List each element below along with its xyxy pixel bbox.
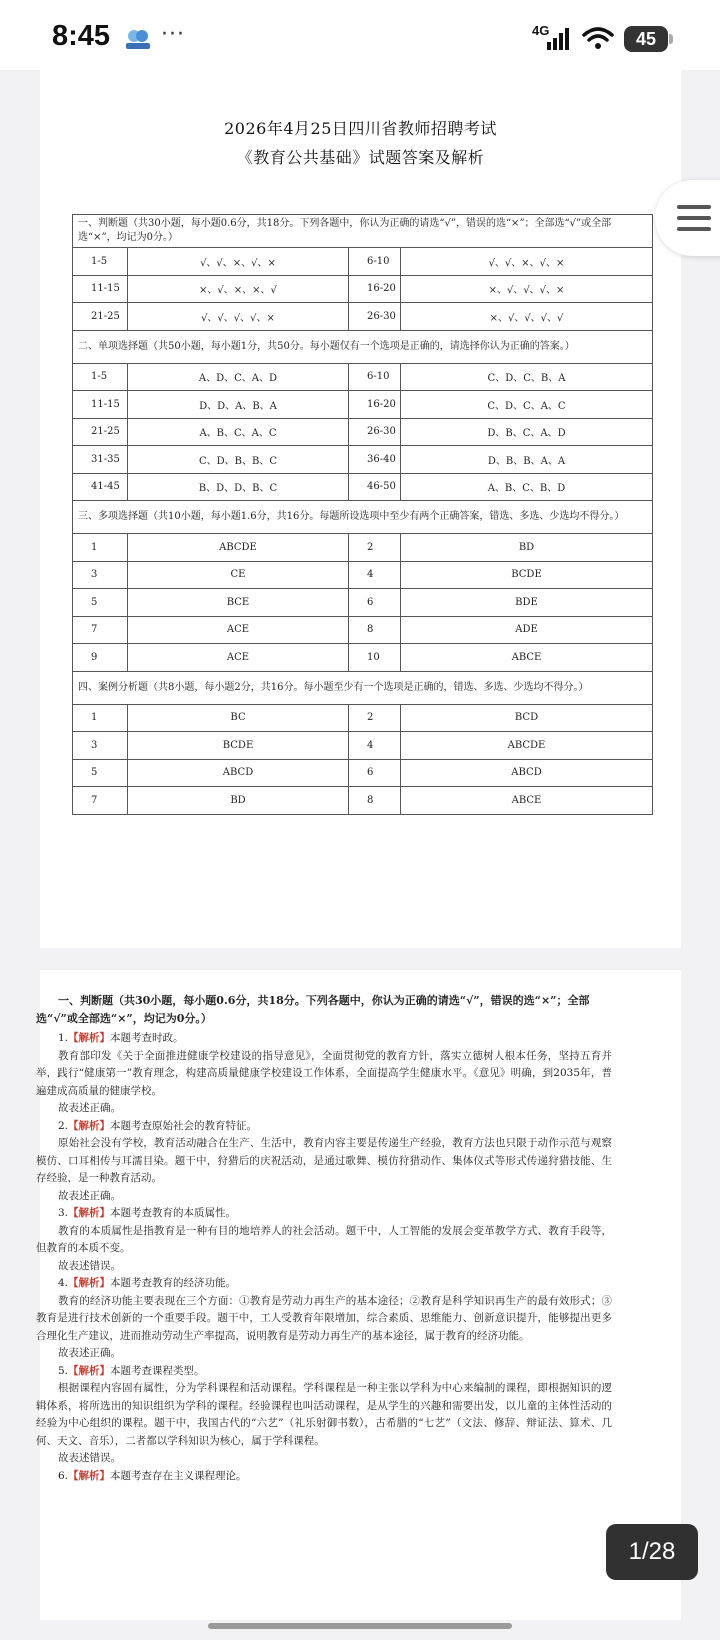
answer-cell: √、√、×、√、× (401, 248, 653, 276)
question-range-cell: 6-10 (349, 363, 401, 391)
question-range-cell: 11-15 (73, 391, 128, 419)
jiexi-tag: 【解析】 (68, 1119, 111, 1132)
answer-cell: C、D、B、B、C (128, 446, 349, 474)
question-range-cell: 3 (73, 732, 128, 760)
table-row (73, 303, 653, 331)
explanation-topic: 本题考查教育的本质属性。 (110, 1207, 237, 1219)
question-range-cell: 4 (349, 561, 401, 589)
answer-cell: D、B、C、A、D (401, 418, 653, 446)
question-range-cell: 11-15 (73, 275, 128, 303)
question-range-cell: 10 (349, 644, 401, 672)
answer-cell: ABCD (401, 759, 653, 787)
explanation-item-heading (36, 1275, 612, 1293)
more-notifications-icon: ··· (161, 22, 185, 47)
question-number: 4. (58, 1277, 69, 1289)
explanation-item-heading (36, 1205, 612, 1223)
table-row (73, 534, 653, 562)
jiexi-tag: 【解析】 (68, 1032, 111, 1044)
app-logo-icon (125, 28, 151, 50)
section-heading-row (73, 215, 653, 248)
document-subtitle: 《教育公共基础》试题答案及解析 (236, 148, 485, 167)
table-row (73, 473, 653, 501)
question-number: 1. (58, 1032, 69, 1044)
clock: 8:45 (52, 20, 111, 52)
explanation-item-heading (36, 1118, 612, 1136)
answer-cell: A、D、C、A、D (128, 363, 349, 391)
network-type: 4G (532, 23, 550, 38)
table-row (73, 589, 653, 617)
explanation-conclusion: 故表述错误。 (58, 1259, 121, 1272)
answer-cell: ADE (401, 616, 653, 644)
menu-icon (677, 205, 711, 209)
battery-indicator: 45 (624, 26, 668, 52)
explanation-item-heading (36, 1468, 612, 1486)
answer-cell: ABCDE (128, 534, 349, 562)
explanation-list (36, 1030, 612, 1485)
answer-cell: A、B、C、A、C (128, 418, 349, 446)
question-range-cell: 6 (349, 759, 401, 787)
table-row (73, 732, 653, 760)
question-range-cell: 8 (349, 787, 401, 815)
table-row (73, 391, 653, 419)
section-heading: 三、多项选择题（共10小题，每小题1.6分，共16分。每题所设选项中至少有两个正确答案，错选、多选、少选均不得分。） (73, 501, 653, 534)
question-range-cell: 16-20 (349, 391, 401, 419)
question-range-cell: 1-5 (73, 363, 128, 391)
section-heading-row (73, 330, 653, 363)
explanation-body: 教育部印发《关于全面推进健康学校建设的指导意见》，全面贯彻党的教育方针，落实立德树人根本任务，坚持五育并举，践行“健康第一”教育理念，构建高质量健康学校建设工作体系，全面提高学生健康水平。《意见》明确，到2035年，普遍建成高质量的健康学校。 (36, 1049, 612, 1097)
explanation-body: 教育的经济功能主要表现在三个方面：①教育是劳动力再生产的基本途径；②教育是科学知识再生产的最有效形式；③教育是进行技术创新的一个重要手段。题干中，工人受教育年限增加，综合素质、思维能力、创新意识提升，能够提出更多合理化生产建议，进而推动劳动生产率提高，说明教育是劳动力再生产的基本途径，属于教育的经济功能。 (36, 1294, 612, 1342)
cellular-signal-icon (547, 28, 571, 50)
answer-cell: √、√、×、√、× (128, 248, 349, 276)
explanation-section-heading: 一、判断题（共30小题，每小题0.6分，共18分。下列各题中，你认为正确的请选“√”，错误的选“×”；全部选“√”或全部选“×”，均记为0分。） (36, 994, 590, 1025)
answer-cell: √、√、√、√、× (128, 303, 349, 331)
table-row (73, 644, 653, 672)
question-range-cell: 26-30 (349, 303, 401, 331)
explanation-item-heading (36, 1030, 612, 1048)
table-row (73, 704, 653, 732)
answer-cell: ×、√、×、×、√ (128, 275, 349, 303)
answer-cell: ABCDE (401, 732, 653, 760)
question-range-cell: 7 (73, 616, 128, 644)
table-row (73, 275, 653, 303)
answer-cell: C、D、C、A、C (401, 391, 653, 419)
answer-cell: A、B、C、B、D (401, 473, 653, 501)
question-range-cell: 5 (73, 589, 128, 617)
table-row (73, 787, 653, 815)
answer-cell: BCD (401, 704, 653, 732)
question-number: 6. (58, 1469, 69, 1482)
question-range-cell: 3 (73, 561, 128, 589)
question-range-cell: 1 (73, 704, 128, 732)
question-range-cell: 46-50 (349, 473, 401, 501)
question-range-cell: 1-5 (73, 248, 128, 276)
question-range-cell: 31-35 (73, 446, 128, 474)
explanation-conclusion: 故表述正确。 (58, 1102, 121, 1114)
question-number: 2. (58, 1119, 69, 1132)
explanation-body: 教育的本质属性是指教育是一种有目的地培养人的社会活动。题干中，人工智能的发展会变革教学方式、教育手段等，但教育的本质不变。 (36, 1224, 612, 1254)
question-range-cell: 6-10 (349, 248, 401, 276)
explanation-item-heading (36, 1363, 612, 1381)
table-row (73, 759, 653, 787)
question-range-cell: 26-30 (349, 418, 401, 446)
section-heading: 四、案例分析题（共8小题，每小题2分，共16分。每小题至少有一个选项是正确的，错选、多选、少选均不得分。） (73, 671, 653, 704)
answer-cell: BD (128, 787, 349, 815)
answer-cell: B、D、D、B、C (128, 473, 349, 501)
answer-cell: ABCD (128, 759, 349, 787)
wifi-icon (582, 26, 614, 50)
question-range-cell: 9 (73, 644, 128, 672)
explanation-body: 原始社会没有学校，教育活动融合在生产、生活中，教育内容主要是传递生产经验，教育方法也只限于动作示范与观察模仿、口耳相传与耳濡目染。题干中，狩猎后的庆祝活动，是通过歌舞、模仿狩猎动作、集体仪式等形式传递狩猎技能、生存经验，是一种教育活动。 (36, 1137, 612, 1184)
answer-cell: CE (128, 561, 349, 589)
explanation-conclusion: 故表述正确。 (58, 1189, 121, 1202)
explanation-topic: 本题考查教育的经济功能。 (110, 1277, 237, 1289)
question-range-cell: 8 (349, 616, 401, 644)
answer-cell: BCE (128, 589, 349, 617)
explanation-conclusion: 故表述正确。 (58, 1347, 121, 1359)
question-range-cell: 21-25 (73, 303, 128, 331)
question-number: 5. (58, 1364, 69, 1377)
question-range-cell: 5 (73, 759, 128, 787)
section-heading: 二、单项选择题（共50小题，每小题1分，共50分。每小题仅有一个选项是正确的，请选择你认为正确的答案。） (73, 330, 653, 363)
question-range-cell: 6 (349, 589, 401, 617)
answer-cell: ACE (128, 644, 349, 672)
answer-cell: D、B、B、A、A (401, 446, 653, 474)
answer-table (72, 214, 653, 815)
document-page-1 (40, 68, 681, 948)
question-range-cell: 16-20 (349, 275, 401, 303)
answer-cell: C、D、C、B、A (401, 363, 653, 391)
jiexi-tag: 【解析】 (68, 1207, 111, 1219)
answer-cell: ACE (128, 616, 349, 644)
answer-cell: ABCE (401, 787, 653, 815)
answer-cell: BCDE (401, 561, 653, 589)
answer-cell: D、D、A、B、A (128, 391, 349, 419)
explanation-topic: 本题考查时政。 (110, 1032, 184, 1044)
document-title: 2026年4月25日四川省教师招聘考试 (224, 119, 497, 138)
table-row (73, 248, 653, 276)
table-row (73, 363, 653, 391)
home-indicator[interactable] (208, 1623, 512, 1629)
question-range-cell: 36-40 (349, 446, 401, 474)
answer-cell: BCDE (128, 732, 349, 760)
question-range-cell: 7 (73, 787, 128, 815)
question-range-cell: 1 (73, 534, 128, 562)
table-row (73, 561, 653, 589)
section-heading-row (73, 501, 653, 534)
section-heading-row (73, 671, 653, 704)
question-range-cell: 2 (349, 704, 401, 732)
answer-cell: ×、√、√、√、× (401, 275, 653, 303)
question-number: 3. (58, 1207, 69, 1219)
explanation-body: 根据课程内容固有属性，分为学科课程和活动课程。学科课程是一种主张以学科为中心来编制的课程，即根据知识的逻辑体系，将所选出的知识组织为学科的课程。经验课程也叫活动课程，是从学生的兴趣和需要出发，以儿童的主体性活动的经验为中心组织的课程。题干中，我国古代的“六艺”（礼乐射御书数），古希腊的“七艺”（文法、修辞、辩证法、算术、几何、天文、音乐），二者都以学科知识为核心，属于学科课程。 (36, 1382, 612, 1447)
answer-cell: BD (401, 534, 653, 562)
status-bar (0, 0, 720, 70)
section-heading: 一、判断题（共30小题，每小题0.6分，共18分。下列各题中，你认为正确的请选“√”，错误的选“×”；全部选“√”或全部选“×”，均记为0分。） (73, 215, 653, 248)
jiexi-tag: 【解析】 (68, 1277, 111, 1289)
answer-cell: BDE (401, 589, 653, 617)
page-counter: 1/28 (606, 1524, 698, 1580)
question-range-cell: 21-25 (73, 418, 128, 446)
explanation-conclusion: 故表述错误。 (58, 1452, 121, 1464)
explanation-topic: 本题考查课程类型。 (110, 1364, 205, 1377)
answer-cell: BC (128, 704, 349, 732)
table-row (73, 418, 653, 446)
explanation-topic: 本题考查存在主义课程理论。 (110, 1469, 247, 1482)
explanation-topic: 本题考查原始社会的教育特征。 (110, 1119, 258, 1132)
jiexi-tag: 【解析】 (68, 1469, 111, 1482)
table-row (73, 616, 653, 644)
jiexi-tag: 【解析】 (68, 1364, 111, 1377)
answer-cell: ×、√、√、√、√ (401, 303, 653, 331)
table-row (73, 446, 653, 474)
question-range-cell: 4 (349, 732, 401, 760)
question-range-cell: 41-45 (73, 473, 128, 501)
question-range-cell: 2 (349, 534, 401, 562)
answer-cell: ABCE (401, 644, 653, 672)
